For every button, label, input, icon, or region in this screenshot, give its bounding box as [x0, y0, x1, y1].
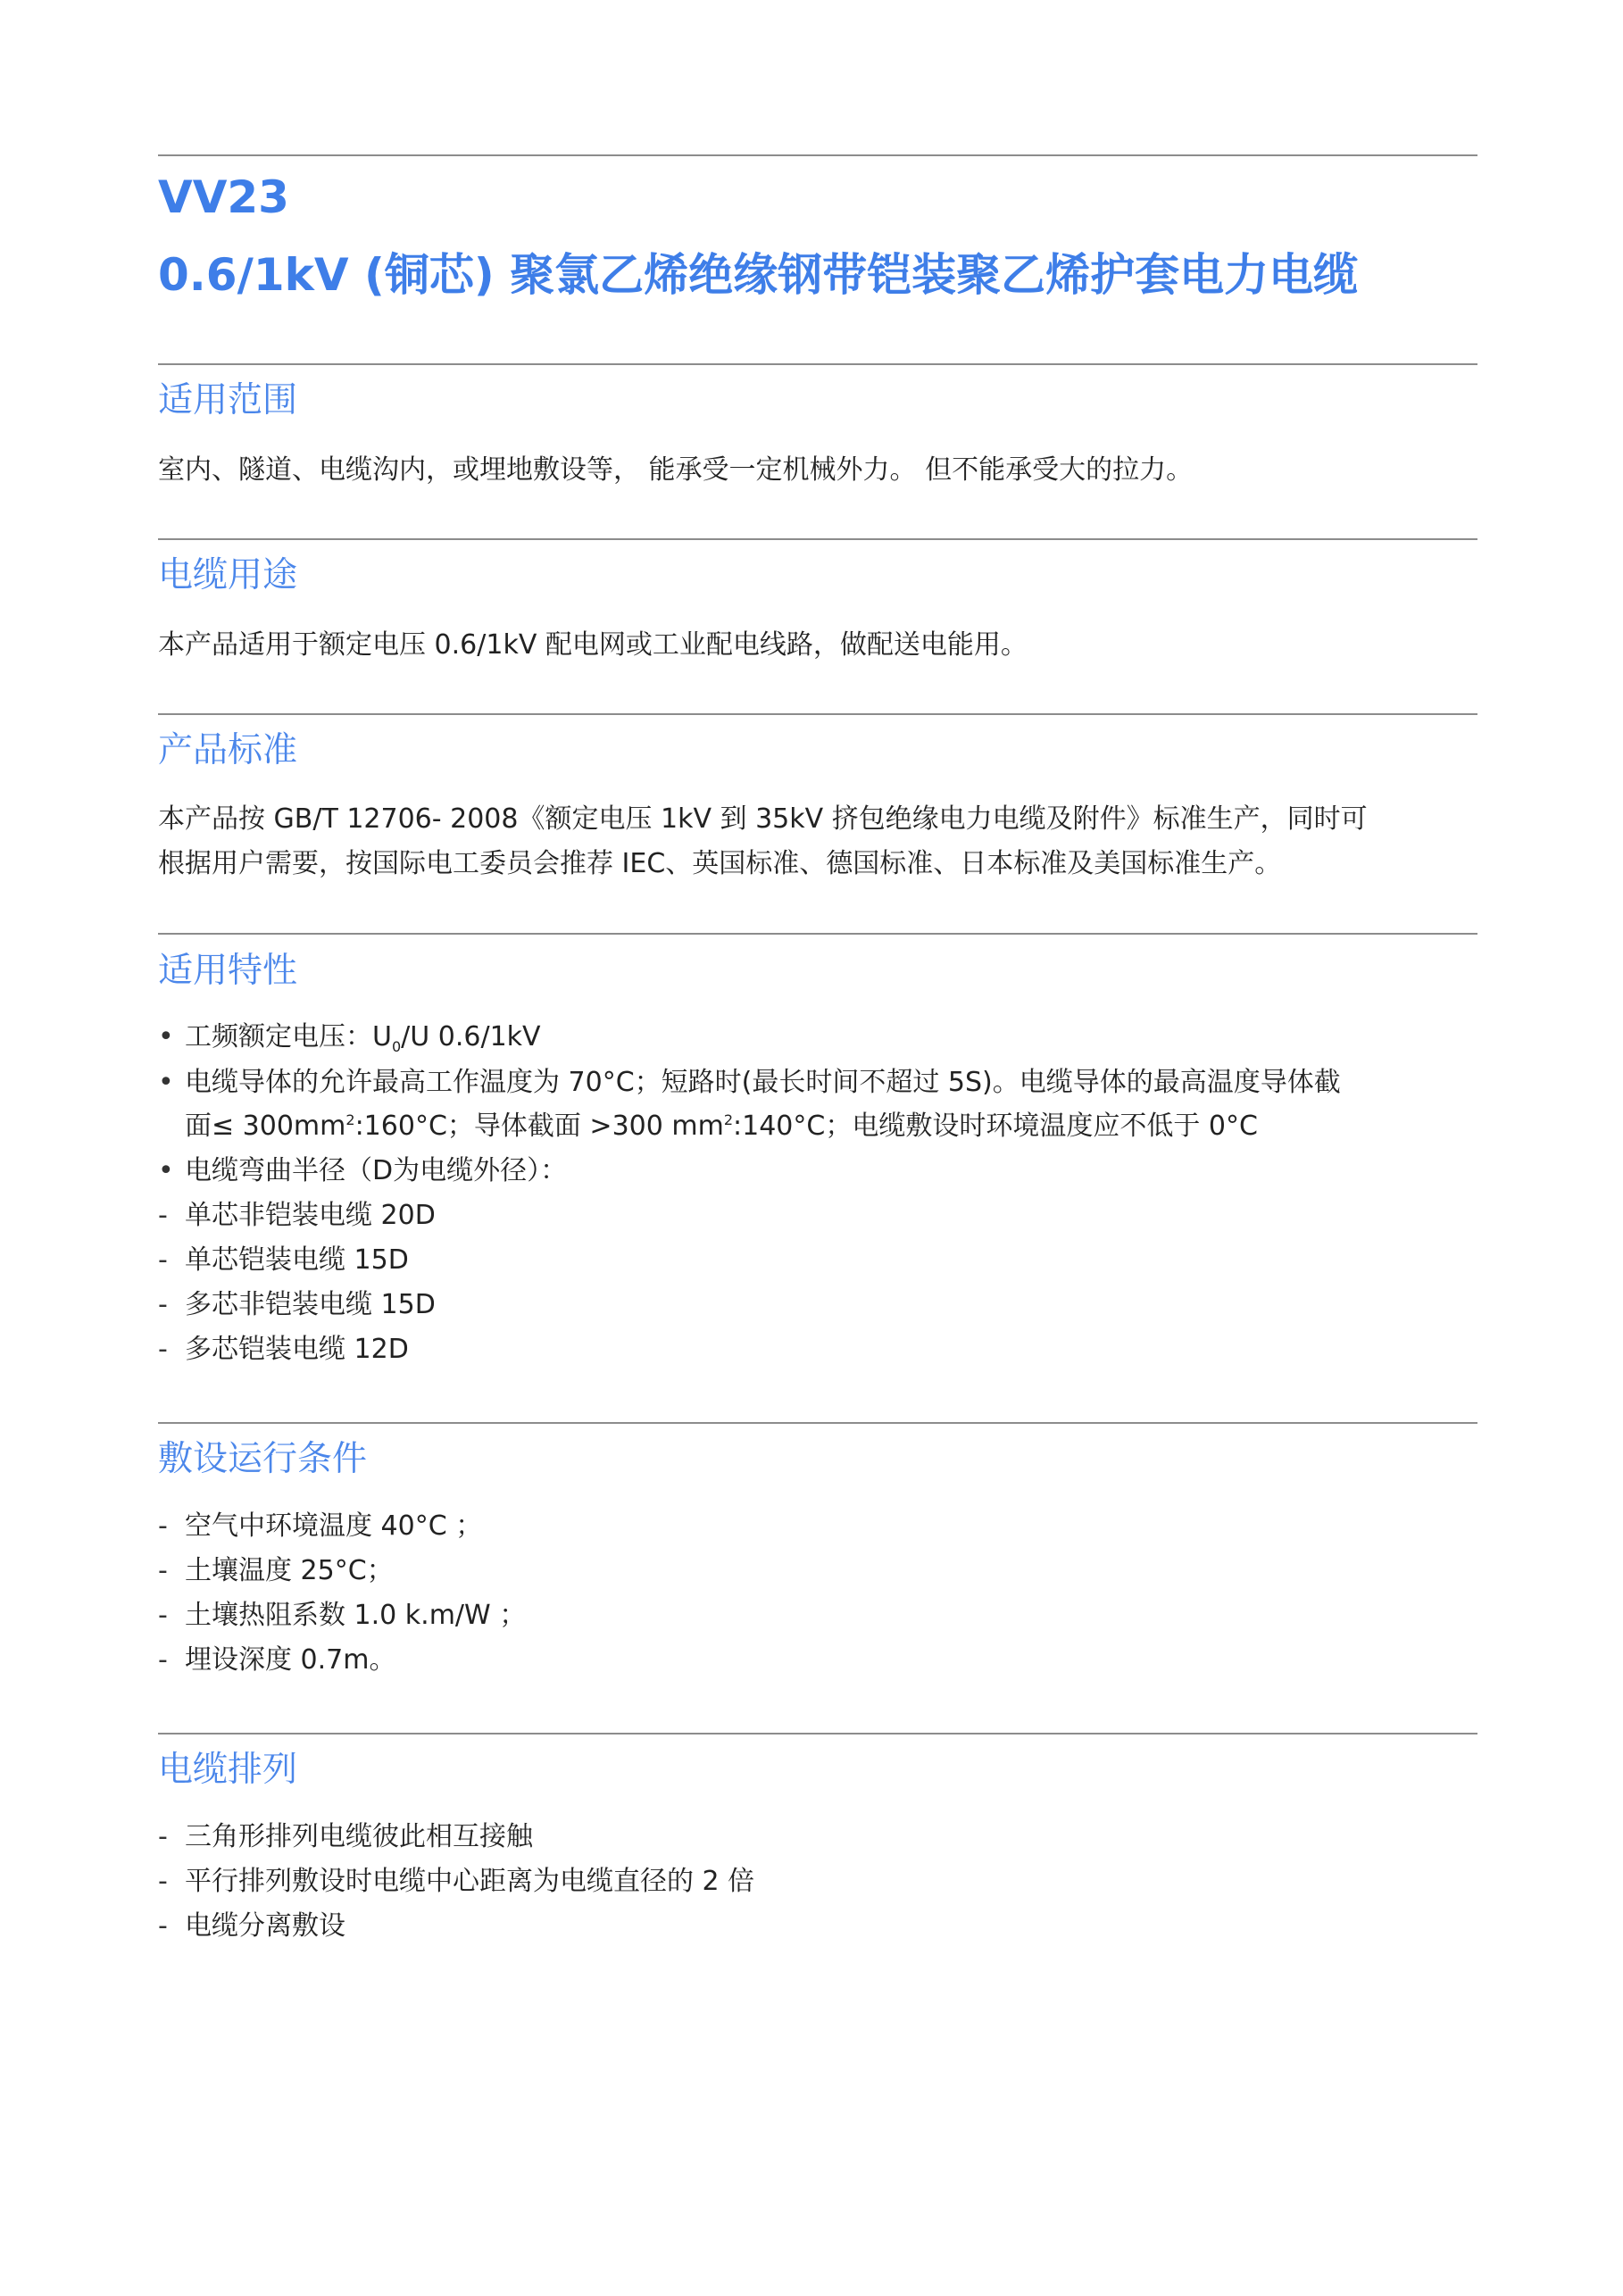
voltage-prefix: 工频额定电压：U	[185, 1021, 392, 1052]
dash-marker: -	[158, 1510, 168, 1542]
divider	[158, 1733, 1477, 1734]
arrangement-item-text: 平行排列敷设时电缆中心距离为电缆直径的 2 倍	[185, 1866, 755, 1897]
usage-text-line: 本产品适用于额定电压 0.6/1kV 配电网或工业配电线路，做配送电能用。	[158, 629, 1028, 661]
temperature-line-2-part: 面≤ 300mm	[185, 1111, 346, 1142]
list-item	[158, 1859, 754, 1904]
dash-marker: -	[158, 1910, 168, 1942]
list-item	[158, 1815, 533, 1859]
laying-item-text: 土壤温度 25°C；	[185, 1555, 394, 1586]
section-title-usage: 电缆用途	[158, 555, 298, 595]
dash-marker: -	[158, 1334, 168, 1365]
divider	[158, 538, 1477, 540]
divider	[158, 933, 1477, 935]
voltage-subscript: 0	[391, 1038, 402, 1055]
feature-temperature	[158, 1061, 1341, 1105]
section-title-standard: 产品标准	[158, 730, 298, 770]
standard-text-line: 本产品按 GB/T 12706- 2008《额定电压 1kV 到 35kV 挤包绝缘电力电缆及附件》标准生产，同时可	[158, 803, 1368, 835]
superscript-2: 2	[345, 1111, 355, 1128]
laying-item-text: 埋设深度 0.7m。	[185, 1644, 396, 1676]
bullet-marker: •	[158, 1067, 174, 1098]
list-item	[158, 1504, 482, 1549]
standard-text-line: 根据用户需要，按国际电工委员会推荐 IEC、英国标准、德国标准、日本标准及美国标准生产。	[158, 848, 1282, 879]
divider	[158, 154, 1477, 156]
arrangement-item-text: 三角形排列电缆彼此相互接触	[185, 1821, 533, 1852]
feature-temperature-continued	[185, 1104, 1258, 1149]
bend-item-text: 单芯铠装电缆 15D	[185, 1244, 409, 1276]
dash-marker: -	[158, 1200, 168, 1231]
dash-marker: -	[158, 1821, 168, 1852]
list-item	[158, 1327, 409, 1372]
section-title-features: 适用特性	[158, 951, 298, 991]
arrangement-item-text: 电缆分离敷设	[185, 1910, 345, 1942]
list-item	[158, 1194, 436, 1238]
product-title-name: 聚氯乙烯绝缘钢带铠装聚乙烯护套电力电缆	[494, 249, 1359, 301]
model-code: VV23	[158, 171, 289, 223]
divider	[158, 713, 1477, 715]
list-item	[158, 1238, 409, 1283]
dash-marker: -	[158, 1866, 168, 1897]
dash-marker: -	[158, 1644, 168, 1676]
bend-item-text: 多芯铠装电缆 12D	[185, 1334, 409, 1365]
laying-item-text: 空气中环境温度 40°C ；	[185, 1510, 483, 1542]
divider	[158, 1422, 1477, 1424]
product-title	[158, 249, 1359, 301]
list-item	[158, 1549, 394, 1593]
section-title-laying: 敷设运行条件	[158, 1439, 368, 1479]
laying-item-text: 土壤热阻系数 1.0 k.m/W ；	[185, 1600, 527, 1631]
temperature-line-2-part: :160°C；导体截面 >300 mm	[354, 1111, 724, 1142]
list-item	[158, 1593, 526, 1638]
feature-voltage	[158, 1015, 541, 1060]
section-title-scope: 适用范围	[158, 380, 298, 420]
usage-text	[158, 623, 1477, 668]
bend-item-text: 单芯非铠装电缆 20D	[185, 1200, 436, 1231]
bend-radius-intro: 电缆弯曲半径（D为电缆外径）：	[185, 1155, 568, 1186]
product-title-voltage: 0.6/1kV (铜芯)	[158, 249, 495, 301]
voltage-suffix: /U 0.6/1kV	[401, 1021, 541, 1052]
feature-bend-radius	[158, 1149, 567, 1194]
dash-marker: -	[158, 1289, 168, 1320]
temperature-line-2-part: :140°C；电缆敷设时环境温度应不低于 0°C	[733, 1111, 1258, 1142]
dash-marker: -	[158, 1244, 168, 1276]
list-item	[158, 1638, 395, 1683]
bullet-marker: •	[158, 1155, 174, 1186]
list-item	[158, 1283, 436, 1327]
dash-marker: -	[158, 1600, 168, 1631]
divider	[158, 363, 1477, 365]
bullet-marker: •	[158, 1021, 174, 1052]
dash-marker: -	[158, 1555, 168, 1586]
scope-text-line: 室内、隧道、电缆沟内，或埋地敷设等， 能承受一定机械外力。 但不能承受大的拉力。	[158, 454, 1194, 486]
superscript-2: 2	[723, 1111, 733, 1128]
scope-text	[158, 448, 1477, 493]
section-title-arrangement: 电缆排列	[158, 1750, 298, 1790]
standard-text	[158, 797, 1477, 886]
list-item	[158, 1904, 345, 1949]
temperature-line-1: 电缆导体的允许最高工作温度为 70°C；短路时(最长时间不超过 5S)。电缆导体的最高温度导体截	[185, 1067, 1341, 1098]
bend-item-text: 多芯非铠装电缆 15D	[185, 1289, 436, 1320]
